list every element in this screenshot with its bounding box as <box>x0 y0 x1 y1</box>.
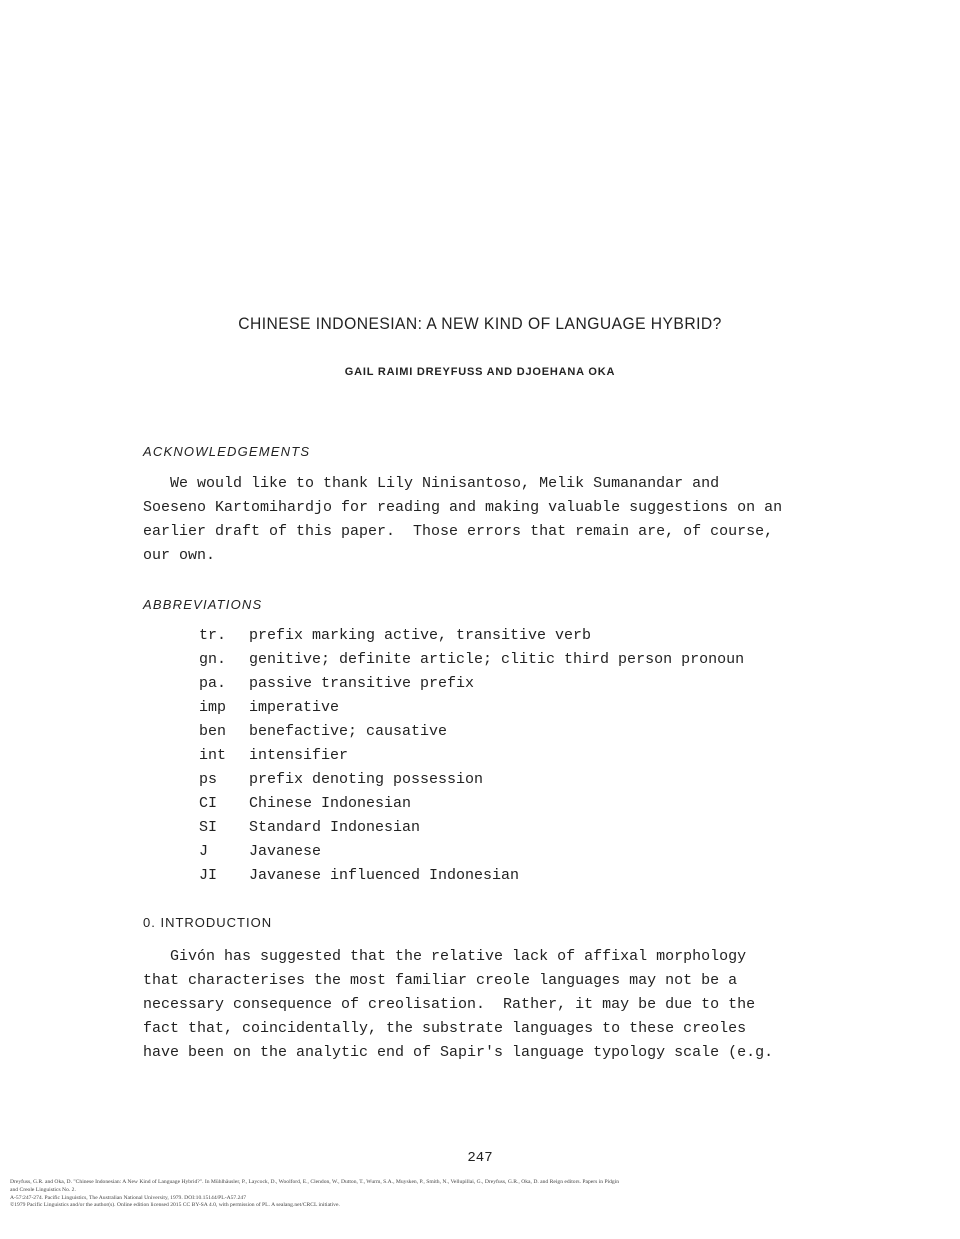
citation-footer <box>10 1179 790 1210</box>
acknowledgements-paragraph <box>143 472 843 568</box>
text-line: necessary consequence of creolisation. Rather, it may be due to the <box>143 996 756 1013</box>
paper-authors: GAIL RAIMI DREYFUSS AND DJOEHANA OKA <box>344 366 616 378</box>
abbreviations-list <box>199 624 744 888</box>
abbreviation-definition: Javanese <box>249 843 322 860</box>
abbreviation: ps <box>199 771 218 788</box>
footer-line: Dreyfuss, G.R. and Oka, D. "Chinese Indonesian: A New Kind of Language Hybrid?". In Mühlhäusler, P., Laycock, D., Woolford, E., Clendon, W., Dutton, T., Wurm, S.A., Muysken, P., Smith, N., Vellupillai, G., Dreyfuss, G.R., Oka, D. and Reign editors. Papers in Pidgin <box>10 1179 620 1185</box>
abbreviation-definition: prefix denoting possession <box>249 771 484 788</box>
abbreviation-definition: prefix marking active, transitive verb <box>249 627 592 644</box>
introduction-paragraph <box>143 945 843 1065</box>
list-item <box>199 624 744 648</box>
paper-title: CHINESE INDONESIAN: A NEW KIND OF LANGUAGE HYBRID? <box>238 314 722 333</box>
abbreviation-definition: benefactive; causative <box>249 723 448 740</box>
abbreviation-definition: imperative <box>249 699 340 716</box>
list-item <box>199 672 744 696</box>
page-number: 247 <box>467 1150 493 1166</box>
text-line: fact that, coincidentally, the substrate languages to these creoles <box>143 1020 747 1037</box>
footer-line: ©1979 Pacific Linguistics and/or the author(s). Online edition licensed 2015 CC BY-SA 4.0, with permission of PL. A sealang.net/CRCL initiative. <box>10 1202 340 1209</box>
abbreviation: JI <box>199 867 218 884</box>
text-line: earlier draft of this paper. Those errors that remain are, of course, <box>143 523 774 540</box>
text-line: Givón has suggested that the relative lack of affixal morphology <box>143 948 747 965</box>
text-line: that characterises the most familiar creole languages may not be a <box>143 972 738 989</box>
abbreviation-definition: Chinese Indonesian <box>249 795 412 812</box>
footer-line: A-57:247-274. Pacific Linguistics, The Australian National University, 1979. DOI:10.15144/PL-A57.247 <box>10 1194 246 1201</box>
abbreviation: int <box>199 747 227 764</box>
list-item <box>199 744 744 768</box>
abbreviation: CI <box>199 795 218 812</box>
list-item <box>199 720 744 744</box>
abbreviation-definition: Standard Indonesian <box>249 819 421 836</box>
abbreviation: pa. <box>199 675 227 692</box>
abbreviation-definition: Javanese influenced Indonesian <box>249 867 520 884</box>
abbreviation-definition: genitive; definite article; clitic third person pronoun <box>249 651 745 668</box>
list-item <box>199 792 744 816</box>
introduction-heading: 0. INTRODUCTION <box>143 915 273 930</box>
list-item <box>199 840 744 864</box>
list-item <box>199 816 744 840</box>
abbreviation: ben <box>199 723 227 740</box>
abbreviation: gn. <box>199 651 227 668</box>
abbreviations-heading: ABBREVIATIONS <box>143 597 263 612</box>
list-item <box>199 768 744 792</box>
abbreviation: J <box>199 843 209 860</box>
text-line: our own. <box>143 547 216 564</box>
text-line: Soeseno Kartomihardjo for reading and making valuable suggestions on an <box>143 499 783 516</box>
abbreviation: imp <box>199 699 227 716</box>
text-line: have been on the analytic end of Sapir's language typology scale (e.g. <box>143 1044 774 1061</box>
list-item <box>199 648 744 672</box>
abbreviation-definition: passive transitive prefix <box>249 675 475 692</box>
acknowledgements-heading: ACKNOWLEDGEMENTS <box>143 444 311 459</box>
abbreviation: tr. <box>199 627 227 644</box>
list-item <box>199 696 744 720</box>
list-item <box>199 864 744 888</box>
abbreviation: SI <box>199 819 218 836</box>
text-line: We would like to thank Lily Ninisantoso, Melik Sumanandar and <box>143 475 720 492</box>
abbreviation-definition: intensifier <box>249 747 349 764</box>
footer-line: and Creole Linguistics No. 2. <box>10 1186 76 1193</box>
